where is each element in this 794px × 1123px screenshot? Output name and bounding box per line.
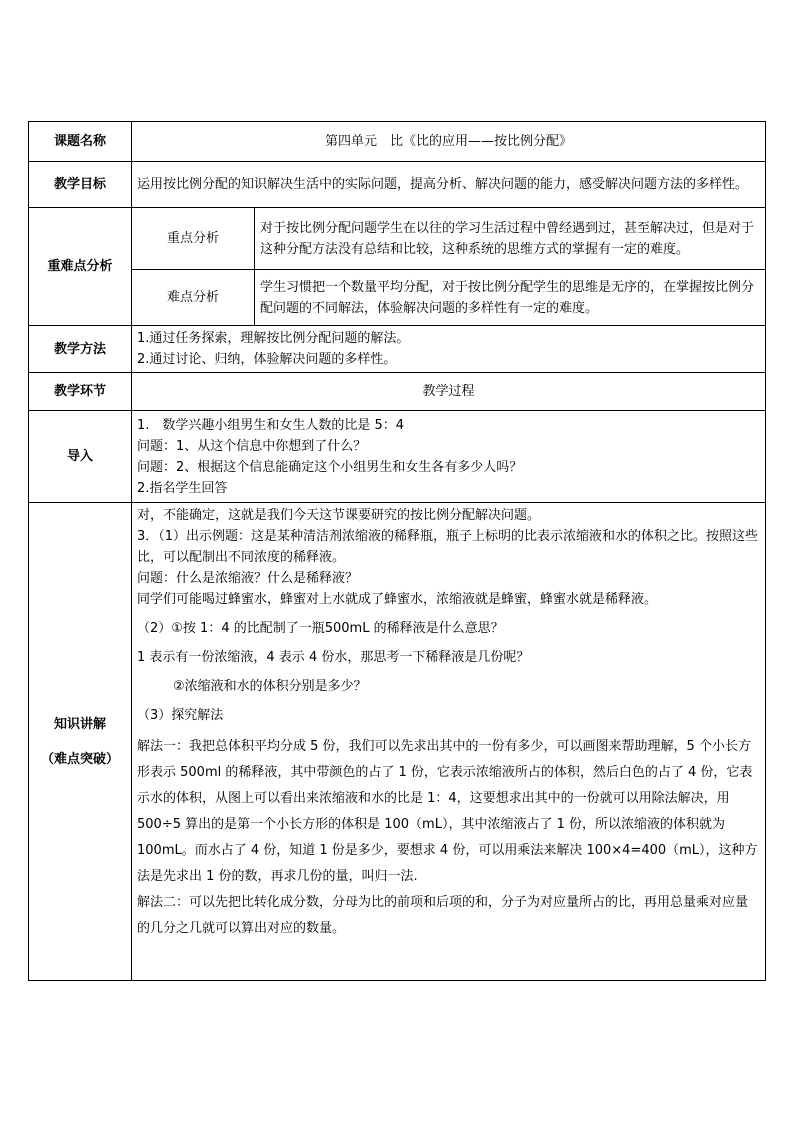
goal-label: 教学目标 [29,162,132,208]
intro-value [132,411,766,503]
knowledge-paragraph-7: ②浓缩液和水的体积分别是多少？ [173,679,367,694]
knowledge-paragraph-1: 对，不能确定，这就是我们今天这节课要研究的按比例分配解决问题。 [137,508,541,523]
intro-label: 导入 [29,411,132,503]
knowledge-paragraph-8: （3）探究解法 [137,708,224,723]
knowledge-paragraph-6: 1 表示有一份浓缩液，4 表示 4 份水，那思考一下稀释液是几份呢？ [137,650,530,665]
key-analysis-value: 对于按比例分配问题学生在以往的学习生活过程中曾经遇到过，甚至解决过，但是对于这种分配方法没有总结和比较，这种系统的思维方式的掌握有一定的难度。 [255,208,766,270]
knowledge-label-sub: （难点突破） [40,751,119,767]
process-value: 教学过程 [132,373,766,411]
method-line-1: 1.通过任务探索，理解按比例分配问题的解法。 [137,331,410,346]
intro-row [29,411,766,503]
process-row [29,373,766,411]
knowledge-paragraph-5: （2）①按 1：4 的比配制了一瓶500mL 的稀释液是什么意思？ [137,621,504,636]
knowledge-paragraph-10: 解法二：可以先把比转化成分数，分母为比的前项和后项的和，分子为对应量所占的比，再用总量乘对应量的几分之几就可以算出对应的数量。 [137,895,749,936]
key-analysis-label: 重点分析 [132,208,255,270]
goal-row [29,162,766,208]
process-label: 教学环节 [29,373,132,411]
title-row [29,122,766,162]
knowledge-paragraph-9: 解法一：我把总体积平均分成 5 份，我们可以先求出其中的一份有多少，可以画图来帮助理解，5 个小长方形表示 500ml 的稀释液，其中带颜色的占了 1 份，它表示浓缩液所占的体积，然后白色的占了 4 份，它表示水的体积，从图上可以看出来浓缩液和水的比是 1：4，这要想求出其中的一份就可以用除法解决，用 500÷5 算出的是第一个小长方形的体积是 100（mL），其中浓缩液占了 1 份，所以浓缩液的体积就为 100mL。而水占了 4 份，知道 1 份是多少，要想求 4 份，可以用乘法来解决 100×4=400（mL），这种方法是先求出 1 份的数，再求几份的量，叫归一法. [137,739,758,884]
difficult-analysis-row [29,270,766,326]
method-label: 教学方法 [29,326,132,373]
goal-value: 运用按比例分配的知识解决生活中的实际问题，提高分析、解决问题的能力，感受解决问题方法的多样性。 [132,162,766,208]
knowledge-value [132,503,766,981]
knowledge-paragraph-3: 问题：什么是浓缩液？什么是稀释液？ [137,571,359,586]
title-label: 课题名称 [29,122,132,162]
knowledge-label-main: 知识讲解 [53,716,106,732]
knowledge-paragraph-4: 同学们可能喝过蜂蜜水，蜂蜜对上水就成了蜂蜜水，浓缩液就是蜂蜜，蜂蜜水就是稀释液。 [137,592,658,607]
analysis-label: 重难点分析 [29,208,132,326]
lesson-plan-table [28,121,766,981]
method-value [132,326,766,373]
knowledge-paragraph-2: 3．（1）出示例题：这是某种清洁剂浓缩液的稀释瓶，瓶子上标明的比表示浓缩液和水的体积之比。按照这些比，可以配制出不同浓度的稀释液。 [137,529,759,565]
intro-line-2: 问题：1、从这个信息中你想到了什么？ [137,438,367,454]
method-line-2: 2.通过讨论、归纳，体验解决问题的多样性。 [137,352,397,367]
knowledge-label [29,503,132,981]
title-value: 第四单元 比《比的应用——按比例分配》 [132,122,766,162]
intro-line-4: 2.指名学生回答 [137,480,228,496]
difficult-analysis-label: 难点分析 [132,270,255,326]
difficult-analysis-value: 学生习惯把一个数量平均分配，对于按比例分配学生的思维是无序的，在掌握按比例分配问题的不同解法，体验解决问题的多样性有一定的难度。 [255,270,766,326]
knowledge-row [29,503,766,981]
intro-line-3: 问题：2、根据这个信息能确定这个小组男生和女生各有多少人吗？ [137,459,523,475]
key-analysis-row [29,208,766,270]
intro-line-1: 1. 数学兴趣小组男生和女生人数的比是 5：4 [137,417,405,433]
method-row [29,326,766,373]
